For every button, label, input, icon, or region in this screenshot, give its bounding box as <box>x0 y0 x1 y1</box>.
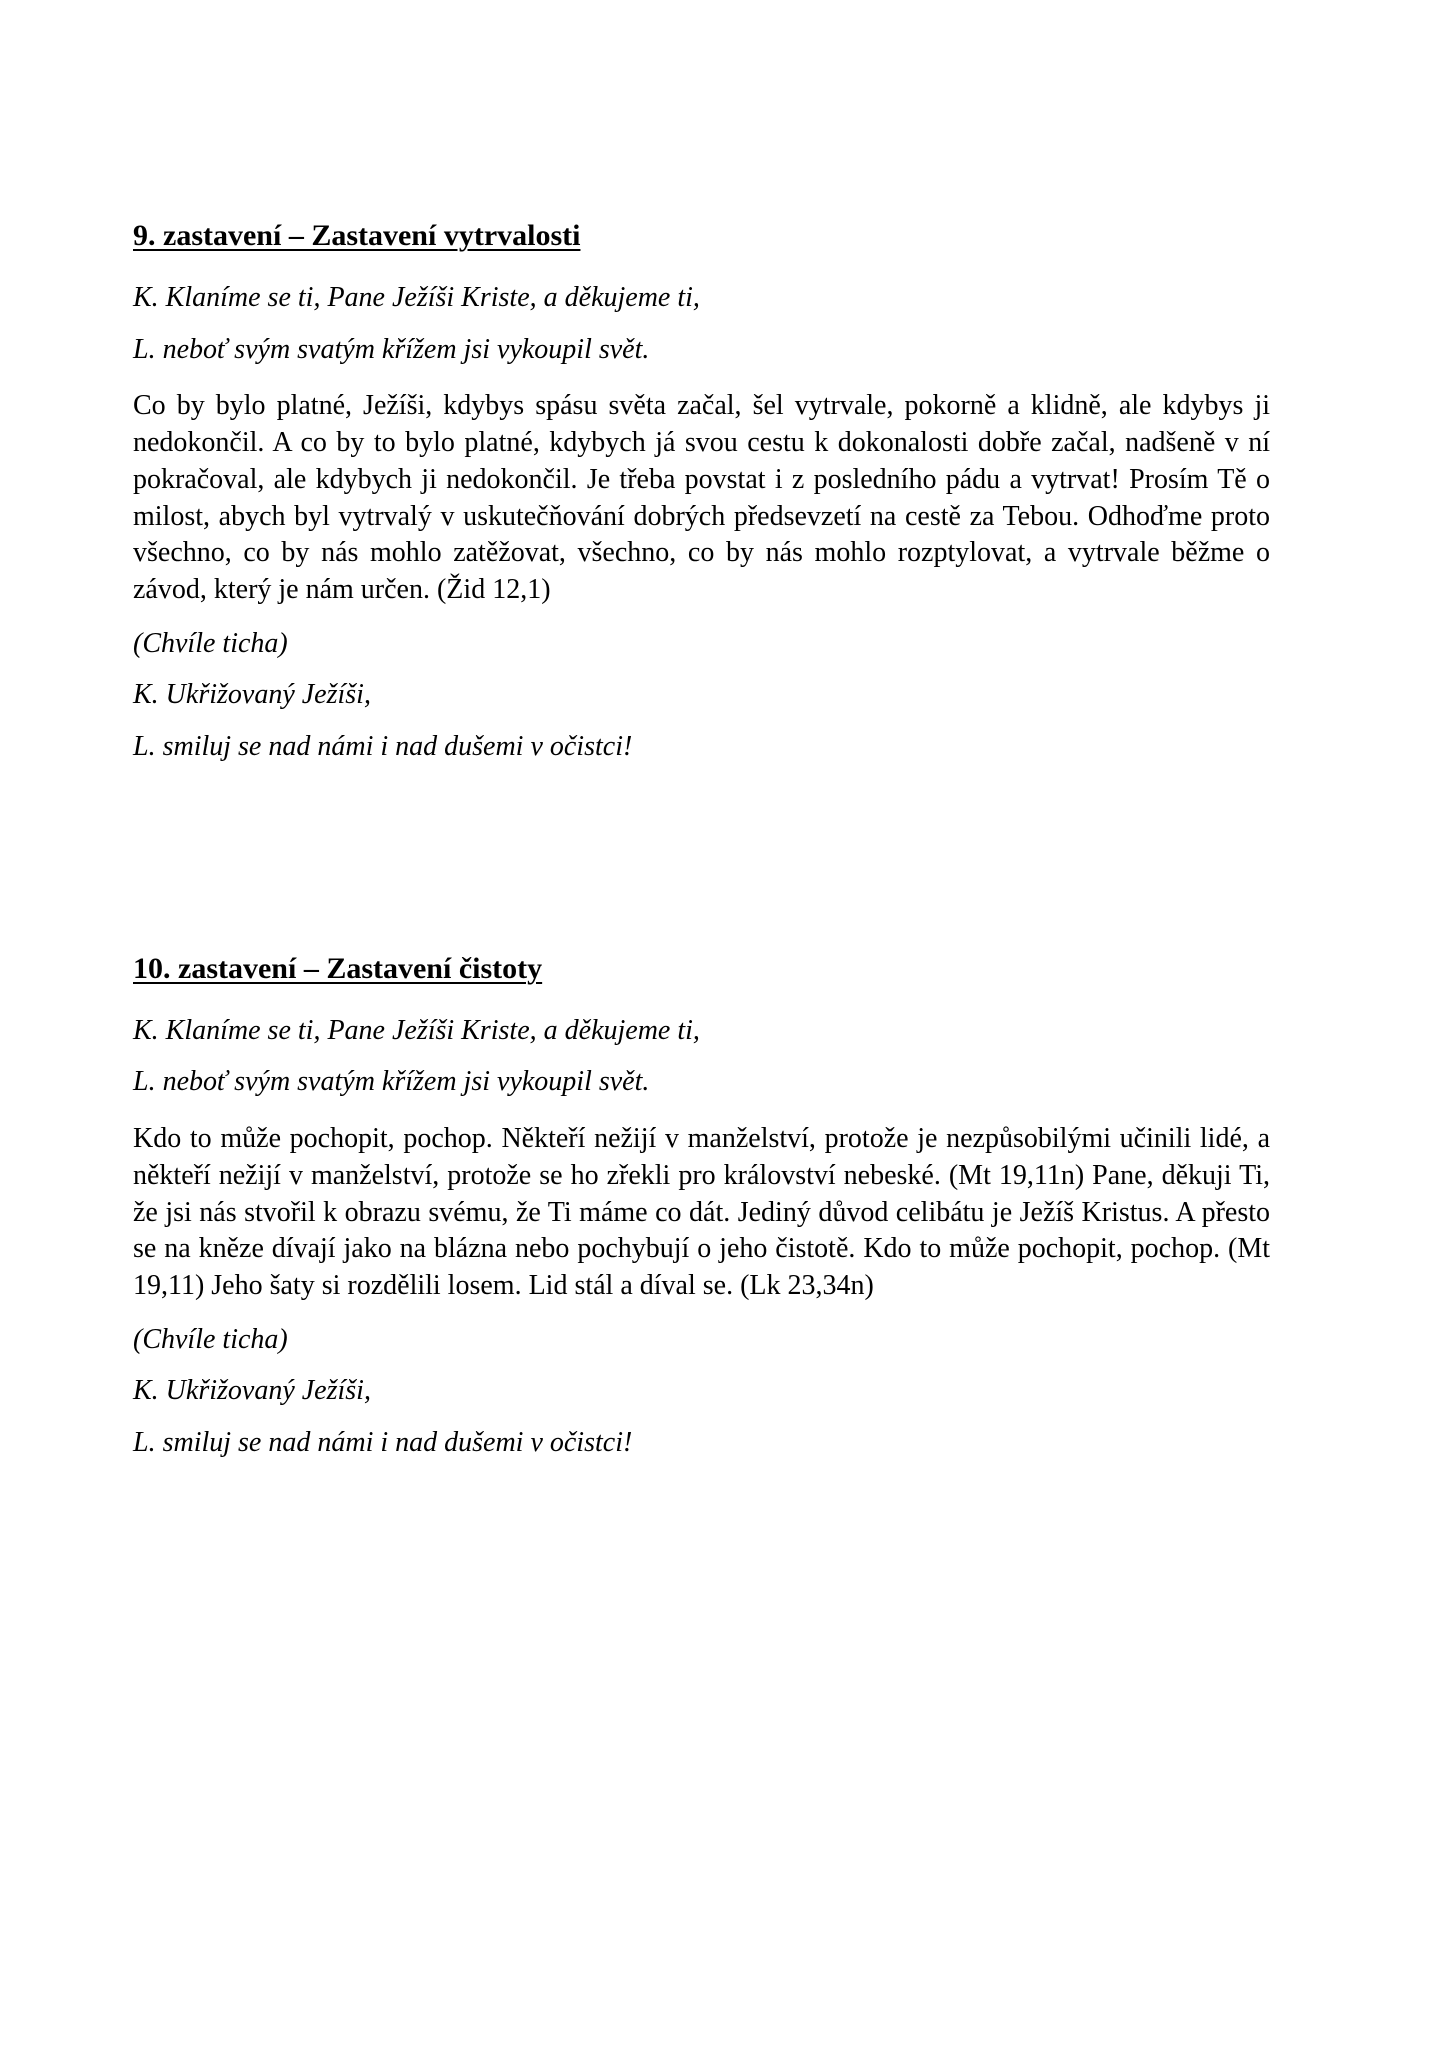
station-10-section <box>133 949 1270 1462</box>
station-9-response-line: L. neboť svým svatým křížem jsi vykoupil svět. <box>133 333 650 365</box>
station-10-closing-response: L. smiluj se nad námi i nad dušemi v očistci! <box>133 1427 633 1459</box>
station-10-meditation-paragraph: Kdo to může pochopit, pochop. Někteří nežijí v manželství, protože je nezpůsobilými učinili lidé, a někteří nežijí v manželství, protože se ho zřekli pro království nebeské. (Mt 19,11n) Pane, děkuji Ti, že jsi nás stvořil k obrazu svému, že Ti máme co dát. Jediný důvod celibátu je Ježíš Kristus. A přesto se na kněze dívají jako na blázna nebo pochybují o jeho čistotě. Kdo to může pochopit, pochop. (Mt 19,11) Jeho šaty si rozdělili losem. Lid stál a díval se. (Lk 23,34n) <box>133 1123 1270 1301</box>
station-10-heading: 10. zastavení – Zastavení čistoty <box>133 951 543 985</box>
station-9-heading: 9. zastavení – Zastavení vytrvalosti <box>133 219 581 252</box>
station-9-closing-response: L. smiluj se nad námi i nad dušemi v očistci! <box>133 731 633 763</box>
station-9-meditation-paragraph: Co by bylo platné, Ježíši, kdybys spásu světa začal, šel vytrvale, pokorně a klidně, ale kdybys ji nedokončil. A co by to bylo platné, kdybych já svou cestu k dokonalosti dobře začal, nadšeně v ní pokračoval, ale kdybych ji nedokončil. Je třeba povstat i z posledního pádu a vytrvat! Prosím Tě o milost, abych byl vytrvalý v uskutečňování dobrých předsevzetí na cestě za Tebou. Odhoďme proto všechno, co by nás mohlo zatěžovat, všechno, co by nás mohlo rozptylovat, a vytrvale běžme o závod, který je nám určen. (Žid 12,1) <box>133 390 1270 605</box>
station-9-closing-versicle: K. Ukřižovaný Ježíši, <box>133 679 371 711</box>
station-9-silence-note: (Chvíle ticha) <box>133 627 288 659</box>
station-10-versicle-line: K. Klaníme se ti, Pane Ježíši Kriste, a děkujeme ti, <box>133 1014 700 1046</box>
station-10-closing-versicle: K. Ukřižovaný Ježíši, <box>133 1375 371 1407</box>
station-9-versicle-line: K. Klaníme se ti, Pane Ježíši Kriste, a děkujeme ti, <box>133 282 700 313</box>
station-10-response-line: L. neboť svým svatým křížem jsi vykoupil svět. <box>133 1066 650 1098</box>
station-10-silence-note: (Chvíle ticha) <box>133 1323 288 1355</box>
station-9-section <box>133 216 1270 766</box>
